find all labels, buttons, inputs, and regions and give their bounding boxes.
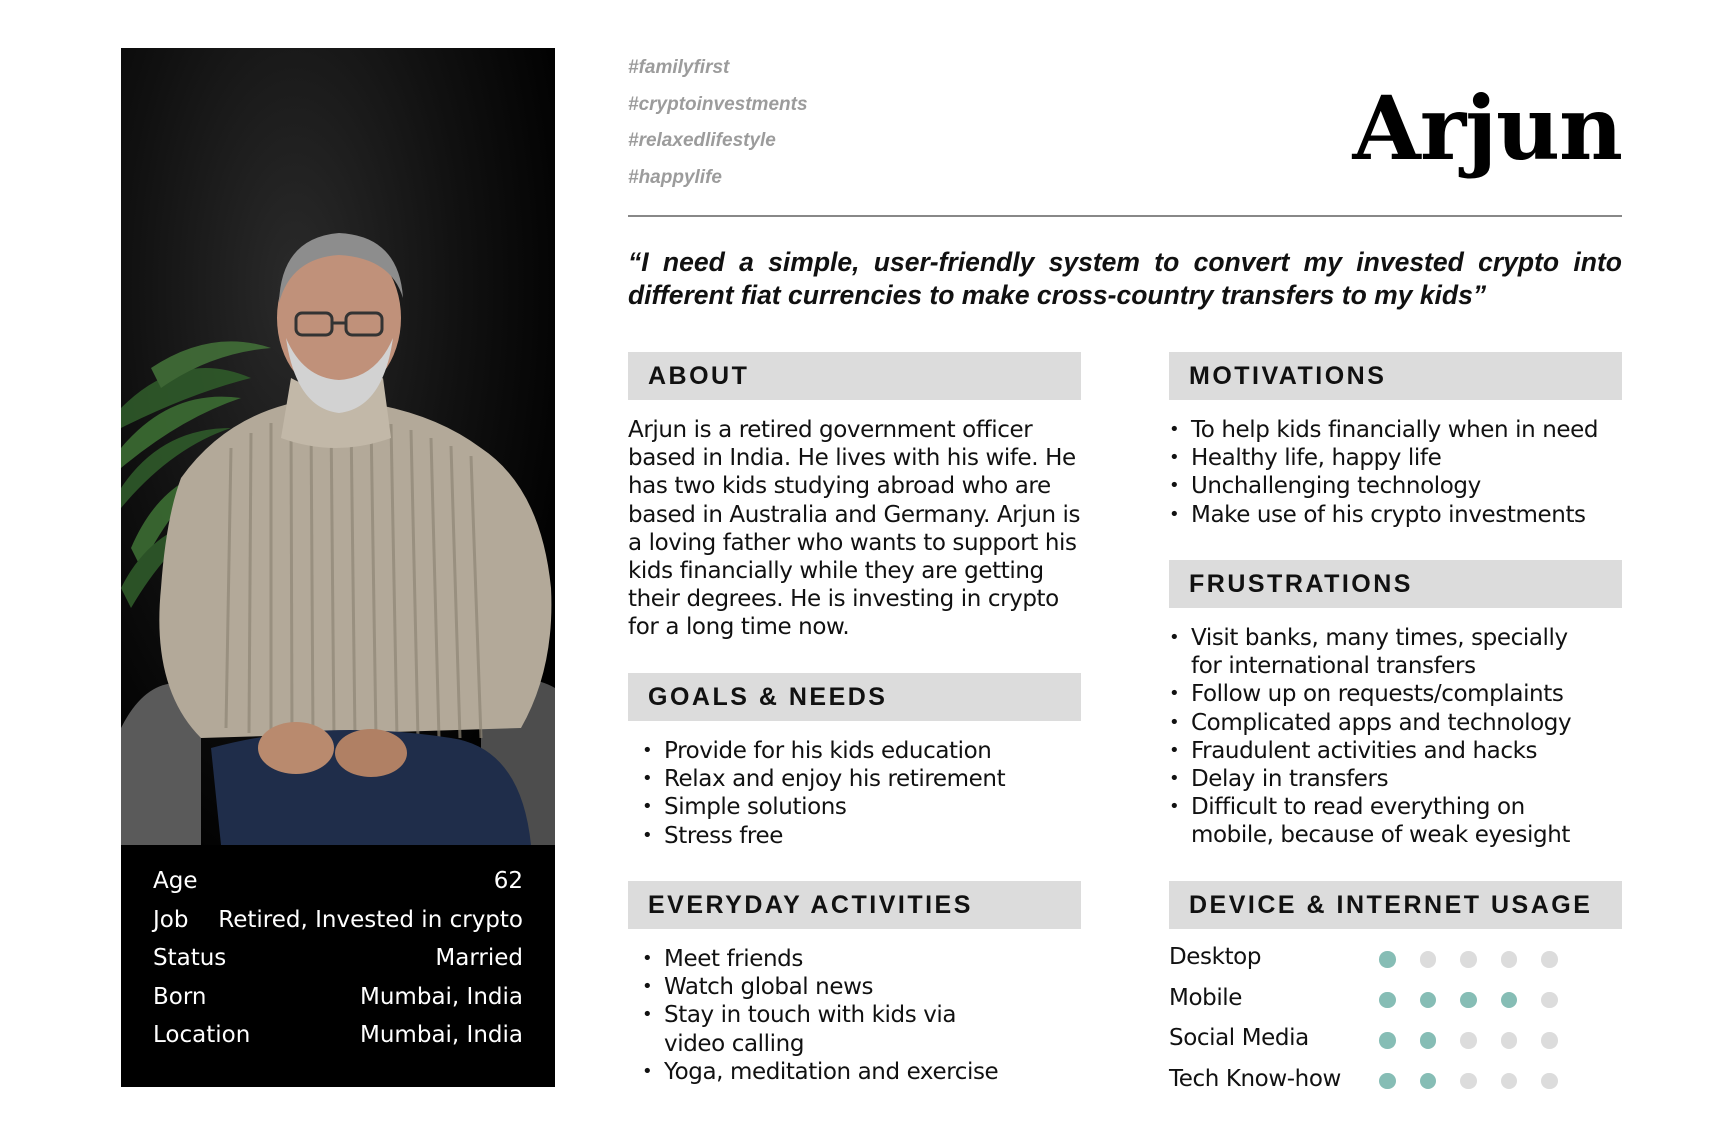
rating-dot-filled — [1379, 951, 1396, 968]
about-section — [628, 352, 1081, 642]
rating-dot-empty — [1420, 951, 1437, 968]
profile-info — [153, 868, 523, 1061]
list-item: • Delay in transfers — [1155, 765, 1600, 793]
profile-card — [121, 48, 555, 1087]
rating-dots — [1379, 992, 1558, 1009]
usage-list — [1169, 941, 1622, 1103]
list-item: • To help kids financially when in need — [1155, 416, 1622, 444]
rating-dots — [1379, 1032, 1558, 1049]
usage-row — [1169, 1063, 1622, 1104]
list-item: • Unchallenging technology — [1155, 472, 1622, 500]
usage-label: Mobile — [1169, 984, 1243, 1011]
list-item: • Simple solutions — [628, 793, 1081, 821]
rating-dot-filled — [1501, 992, 1518, 1009]
list-item: • Watch global news — [628, 973, 1008, 1001]
activities-list — [628, 945, 1008, 1086]
rating-dot-empty — [1541, 992, 1558, 1009]
list-item: • Provide for his kids education — [628, 737, 1081, 765]
list-item: • Complicated apps and technology — [1155, 709, 1600, 737]
rating-dot-filled — [1379, 992, 1396, 1009]
info-row-location — [153, 1022, 523, 1061]
usage-header: DEVICE & INTERNET USAGE — [1169, 881, 1622, 929]
frustrations-list — [1155, 624, 1600, 850]
info-value: 62 — [493, 868, 523, 894]
rating-dot-empty — [1541, 1073, 1558, 1090]
divider — [628, 215, 1622, 217]
goals-section — [628, 673, 1081, 850]
rating-dot-filled — [1379, 1032, 1396, 1049]
motivations-list — [1155, 416, 1622, 529]
rating-dot-empty — [1501, 1032, 1518, 1049]
hashtag-list — [628, 57, 808, 203]
rating-dot-filled — [1420, 1073, 1437, 1090]
rating-dot-empty — [1501, 1073, 1518, 1090]
about-header: ABOUT — [628, 352, 1081, 400]
usage-label: Desktop — [1169, 944, 1262, 970]
motivations-section — [1169, 352, 1622, 529]
list-item: • Follow up on requests/complaints — [1155, 680, 1600, 708]
info-row-born — [153, 984, 523, 1023]
list-item: • Stress free — [628, 822, 1081, 850]
rating-dot-filled — [1379, 1073, 1396, 1090]
rating-dot-filled — [1420, 992, 1437, 1009]
persona-quote: “I need a simple, user-friendly system to convert my invested crypto into different fiat currencies to make cross-country transfers to my kids” — [628, 247, 1622, 310]
usage-row — [1169, 1022, 1622, 1063]
goals-list — [628, 737, 1081, 850]
rating-dots — [1379, 1073, 1558, 1090]
info-value: Mumbai, India — [360, 1022, 523, 1048]
rating-dot-empty — [1460, 951, 1477, 968]
info-row-status — [153, 945, 523, 984]
goals-header: GOALS & NEEDS — [628, 673, 1081, 721]
list-item: • Healthy life, happy life — [1155, 444, 1622, 472]
list-item: • Fraudulent activities and hacks — [1155, 737, 1600, 765]
rating-dot-empty — [1541, 1032, 1558, 1049]
list-item: • Stay in touch with kids via video calling — [628, 1001, 1008, 1057]
hashtag: #cryptoinvestments — [628, 93, 808, 115]
about-text: Arjun is a retired government officer based in India. He lives with his wife. He has two kids studying abroad who are based in Australia and Germany. Arjun is a loving father who wants to support his kids financially while they are getting their degrees. He is investing in crypto for a long time now. — [628, 417, 1081, 641]
persona-name: Arjun — [1352, 76, 1622, 180]
rating-dots — [1379, 951, 1558, 968]
info-value: Mumbai, India — [360, 983, 523, 1010]
list-item: • Relax and enjoy his retirement — [628, 765, 1081, 793]
usage-row — [1169, 982, 1622, 1023]
info-row-job — [153, 907, 523, 946]
info-value: Retired, Invested in crypto — [218, 906, 523, 933]
hashtag: #familyfirst — [628, 57, 730, 78]
info-row-age — [153, 868, 523, 907]
info-value: Married — [435, 945, 523, 971]
frustrations-header: FRUSTRATIONS — [1169, 560, 1622, 608]
hashtag: #relaxedlifestyle — [628, 130, 776, 151]
hashtag: #happylife — [628, 166, 722, 188]
rating-dot-empty — [1460, 1073, 1477, 1090]
info-label: Job — [153, 906, 189, 933]
usage-section — [1169, 881, 1622, 1103]
rating-dot-filled — [1420, 1032, 1437, 1049]
activities-header: EVERYDAY ACTIVITIES — [628, 881, 1081, 929]
info-label: Status — [153, 945, 227, 971]
rating-dot-filled — [1460, 992, 1477, 1009]
usage-label: Tech Know-how — [1169, 1065, 1341, 1092]
rating-dot-empty — [1541, 951, 1558, 968]
profile-photo — [121, 48, 555, 845]
rating-dot-empty — [1501, 951, 1518, 968]
list-item: • Difficult to read everything on mobile, because of weak eyesight — [1155, 793, 1600, 849]
list-item: • Make use of his crypto investments — [1155, 501, 1622, 529]
info-label: Age — [153, 868, 198, 894]
list-item: • Visit banks, many times, specially for international transfers — [1155, 624, 1600, 680]
usage-row — [1169, 941, 1622, 982]
frustrations-section — [1169, 560, 1622, 850]
rating-dot-empty — [1460, 1032, 1477, 1049]
info-label: Location — [153, 1022, 251, 1048]
usage-label: Social Media — [1169, 1025, 1309, 1051]
list-item: • Meet friends — [628, 945, 1008, 973]
activities-section — [628, 881, 1081, 1086]
info-label: Born — [153, 983, 207, 1010]
motivations-header: MOTIVATIONS — [1169, 352, 1622, 400]
list-item: • Yoga, meditation and exercise — [628, 1058, 1008, 1086]
